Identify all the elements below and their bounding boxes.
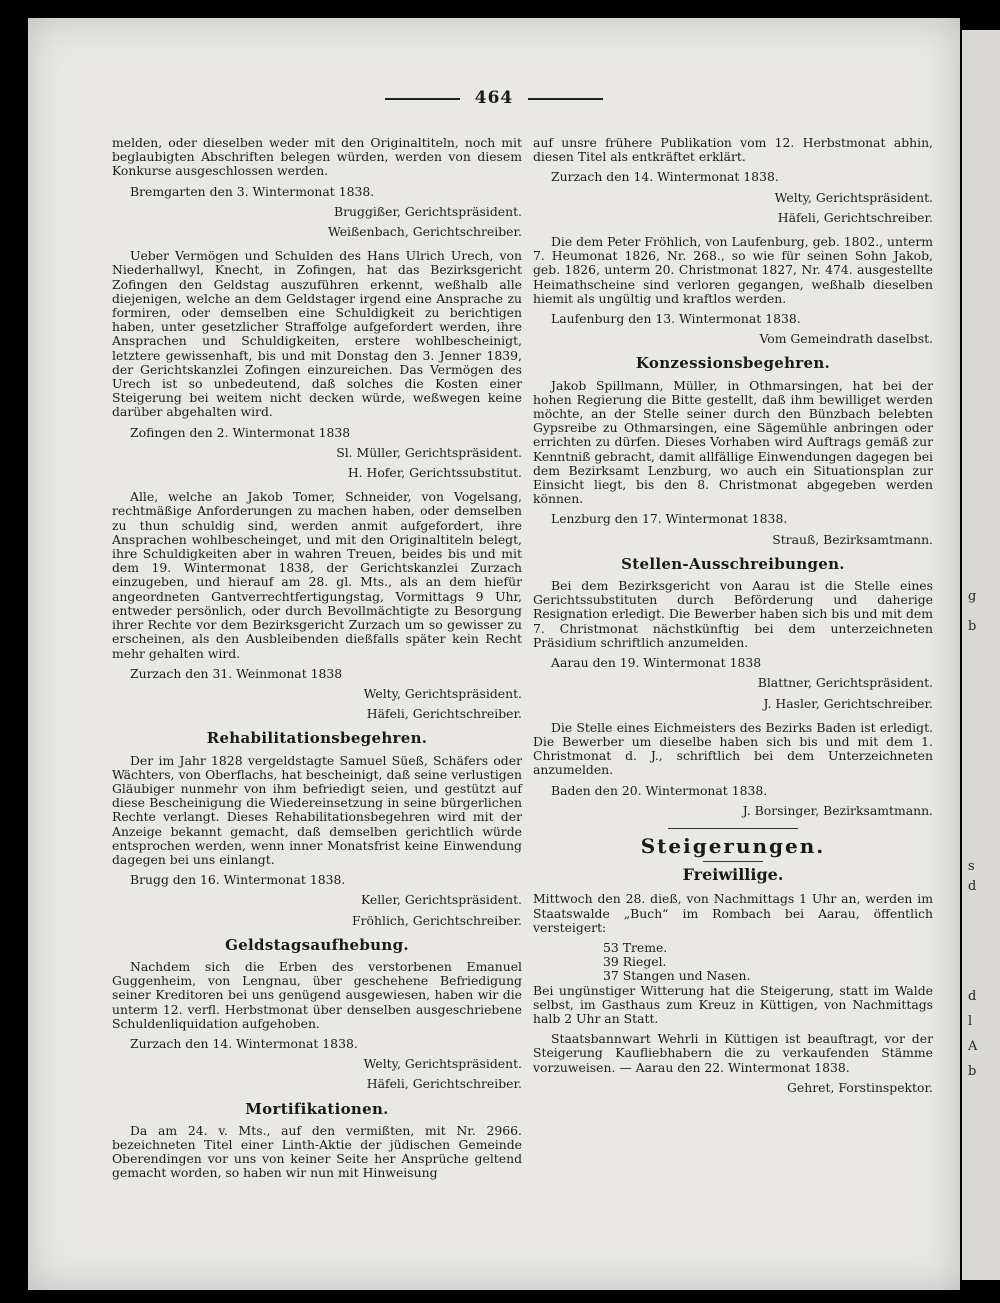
header-rule-right	[528, 98, 603, 100]
notice-place: Bremgarten den 3. Wintermonat 1838.	[130, 183, 375, 199]
notice-place: Zofingen den 2. Wintermonat 1838	[130, 424, 351, 440]
notice-signature: H. Hofer, Gerichtssubstitut.	[347, 465, 522, 481]
notice-signature: Keller, Gerichtspräsident.	[360, 892, 522, 908]
page-header	[28, 88, 960, 108]
notice-bremgarten	[112, 136, 522, 239]
section-divider	[703, 861, 763, 862]
notice-signature: J. Borsinger, Bezirksamtmann.	[742, 802, 933, 818]
notice-guggenheim	[112, 960, 522, 1092]
notice-signature: Blattner, Gerichtspräsident.	[757, 675, 933, 691]
notice-eichmeister	[533, 721, 933, 818]
adjacent-page-fragment: b	[968, 619, 977, 634]
notice-place: Zurzach den 31. Weinmonat 1838	[130, 665, 343, 681]
notice-linth-aktie	[112, 1124, 522, 1181]
notice-place: Baden den 20. Wintermonat 1838.	[551, 782, 768, 798]
notice-text: Staatsbannwart Wehrli in Küttigen ist beauftragt, vor der Steigerung Kaufliebhabern die zu verkaufenden Stämme vorzuweisen. — Aarau den 22. Wintermonat 1838.	[533, 1031, 933, 1075]
notice-aarau-substitut	[533, 579, 933, 711]
list-item: 53 Treme.	[603, 939, 668, 955]
notice-signature: Sl. Müller, Gerichtspräsident.	[336, 444, 522, 460]
adjacent-page-edge	[962, 30, 1000, 1280]
notice-suess	[112, 754, 522, 928]
list-item: 37 Stangen und Nasen.	[603, 968, 751, 984]
section-heading-rehabilitation: Rehabilitationsbegehren.	[206, 729, 428, 748]
notice-signature: Welty, Gerichtspräsident.	[363, 685, 522, 701]
notice-text: Bei ungünstiger Witterung hat die Steigerung, statt im Walde selbst, im Gasthaus zum Kreuz in Küttigen, von Nachmittags halb 2 Uhr an Statt.	[533, 982, 933, 1026]
notice-steigerung-buch	[533, 892, 933, 1095]
notice-linth-aktie-continued	[533, 136, 933, 225]
notice-place: Zurzach den 14. Wintermonat 1838.	[551, 169, 779, 185]
section-heading-steigerungen: Steigerungen.	[640, 833, 826, 858]
adjacent-page-fragment: A	[968, 1039, 978, 1054]
notice-spillmann	[533, 379, 933, 547]
left-column	[112, 136, 522, 1191]
notice-text: Jakob Spillmann, Müller, in Othmarsingen, hat bei der hohen Regierung die Bitte gestellt, daß ihm bewilliget werden möchte, an der Stelle seiner durch den Bünzbach belebten Gypsreibe zu Othmarsingen, eine Sägemühle anbringen oder errichten zu dürfen. Dieses Vorhaben wird Auftrags gemäß zur Kenntniß gebracht, damit allfällige Einwendungen dagegen bei dem Bezirksamt Lenzburg, wo auch ein Situationsplan zur Einsicht liegt, bis den 8. Christmonat abgegeben werden können.	[533, 377, 933, 507]
notice-text: melden, oder dieselben weder mit den Originaltiteln, noch mit beglaubigten Abschriften belegen würden, werden von diesem Konkurse ausgeschlossen werden.	[112, 135, 522, 179]
notice-text: Nachdem sich die Erben des verstorbenen Emanuel Guggenheim, von Lengnau, über geschehene Befriedigung seiner Kreditoren bei uns genügend ausgewiesen, haben wir die unterm 12. verfl. Herbstmonat über denselben ausgeschriebene Schuldenliquidation aufgehoben.	[112, 958, 522, 1031]
page-number: 464	[474, 88, 514, 108]
notice-place: Lenzburg den 17. Wintermonat 1838.	[551, 511, 788, 527]
adjacent-page-fragment: b	[968, 1064, 977, 1079]
notice-signature: Fröhlich, Gerichtschreiber.	[352, 912, 522, 928]
list-item: 39 Riegel.	[603, 954, 667, 970]
section-heading-stellen: Stellen-Ausschreibungen.	[621, 554, 845, 573]
notice-text: Die dem Peter Fröhlich, von Laufenburg, geb. 1802., unterm 7. Heumonat 1826, Nr. 268., so wie für seinen Sohn Jakob, geb. 1826, unterm 20. Christmonat 1827, Nr. 474. ausgestellte Heimathscheine sind verloren gegangen, weßhalb dieselben hiemit als ungültig und kraftlos werden.	[533, 234, 933, 306]
notice-text: Die Stelle eines Eichmeisters des Bezirks Baden ist erledigt. Die Bewerber um dieselbe haben sich bis und mit dem 1. Christmonat d. J., schriftlich bei dem Unterzeichneten anzumelden.	[533, 719, 933, 778]
notice-urech	[112, 249, 522, 480]
notice-signature: Weißenbach, Gerichtschreiber.	[327, 224, 522, 240]
subheading-freiwillige: Freiwillige.	[682, 865, 784, 885]
right-column	[533, 136, 933, 1105]
adjacent-page-fragment: l	[968, 1014, 973, 1029]
notice-text: Alle, welche an Jakob Tomer, Schneider, von Vogelsang, rechtmäßige Anforderungen zu machen haben, oder demselben zu thun schuldig sind, werden anmit aufgefordert, ihre Ansprachen wohlbescheinget, und mit den Originaltiteln belegt, ihre Schuldigkeiten aber in wahren Treuen, beides bis und mit dem 19. Wintermonat 1838, der Gerichtskanzlei Zurzach einzugeben, und hierauf am 28. gl. Mts., als an dem hiefür angeordneten Gantverrechtfertigungstag, Vormittags 9 Uhr, entweder persönlich, oder durch Bevollmächtigte zu Besorgung ihrer Rechte vor dem Bezirksgericht Zurzach um so gewisser zu erscheinen, als den Ausbleibenden dießfalls später kein Recht mehr gehalten wird.	[112, 489, 522, 661]
header-rule-left	[385, 98, 460, 100]
notice-signature: Häfeli, Gerichtschreiber.	[777, 209, 933, 225]
notice-text: Ueber Vermögen und Schulden des Hans Ulrich Urech, von Niederhallwyl, Knecht, in Zofingen, hat das Bezirksgericht Zofingen den Geldstag auszuführen erkennt, weßhalb alle diejenigen, welche an dem Geldstager irgend eine Ansprache zu formiren, oder demselben eine Schuldigkeit zu berichtigen haben, unter gesetzlicher Straffolge aufgefordert werden, ihre Ansprachen und Schuldigkeiten, erstere wohlbescheinigt, letztere gewissenhaft, bis und mit Donstag den 3. Jenner 1839, der Gerichtskanzlei Zofingen einzureichen. Das Vermögen des Urech ist so unbedeutend, daß solches die Kosten einer Steigerung bei weitem nicht decken würde, weßwegen keine darüber abgehalten wird.	[112, 248, 522, 420]
notice-signature: J. Hasler, Gerichtschreiber.	[763, 695, 933, 711]
notice-signature: Gehret, Forstinspektor.	[787, 1079, 933, 1095]
adjacent-page-fragment: d	[968, 879, 977, 894]
notice-signature: Häfeli, Gerichtschreiber.	[366, 1076, 522, 1092]
section-heading-mortifikationen: Mortifikationen.	[245, 1099, 389, 1118]
newspaper-page	[28, 18, 960, 1290]
notice-place: Laufenburg den 13. Wintermonat 1838.	[551, 311, 801, 327]
notice-text: auf unsre frühere Publikation vom 12. Herbstmonat abhin, diesen Titel als entkräftet erklärt.	[533, 135, 933, 165]
notice-signature: Bruggißer, Gerichtspräsident.	[334, 203, 522, 219]
section-divider	[668, 828, 798, 829]
auction-items-list	[603, 941, 933, 984]
notice-signature: Welty, Gerichtspräsident.	[363, 1056, 522, 1072]
notice-tomer	[112, 490, 522, 721]
notice-text: Mittwoch den 28. dieß, von Nachmittags 1 Uhr an, werden im Staatswalde „Buch“ im Rombach bei Aarau, öffentlich versteigert:	[533, 891, 933, 935]
notice-place: Aarau den 19. Wintermonat 1838	[551, 655, 762, 671]
adjacent-page-fragment: s	[968, 859, 975, 874]
notice-signature: Welty, Gerichtspräsident.	[774, 189, 933, 205]
notice-signature: Häfeli, Gerichtschreiber.	[366, 706, 522, 722]
notice-signature: Strauß, Bezirksamtmann.	[772, 531, 933, 547]
section-heading-konzession: Konzessionsbegehren.	[635, 354, 831, 373]
notice-place: Brugg den 16. Wintermonat 1838.	[130, 872, 346, 888]
section-heading-geldstag: Geldstagsaufhebung.	[225, 935, 409, 954]
notice-place: Zurzach den 14. Wintermonat 1838.	[130, 1035, 358, 1051]
notice-text: Bei dem Bezirksgericht von Aarau ist die Stelle eines Gerichtssubstituten durch Beförderung und daherige Resignation erledigt. Die Bewerber haben sich bis und mit dem 7. Christmonat nächstkünftig bei dem unterzeichneten Präsidium schriftlich anzumelden.	[533, 578, 933, 650]
notice-signature: Vom Gemeindrath daselbst.	[759, 331, 933, 347]
notice-froehlich	[533, 235, 933, 346]
notice-text: Da am 24. v. Mts., auf den vermißten, mit Nr. 2966. bezeichneten Titel einer Linth-Aktie der jüdischen Gemeinde Oberendingen vor uns von keiner Seite her Ansprüche geltend gemacht worden, so haben wir nun mit Hinweisung	[112, 1122, 522, 1181]
adjacent-page-fragment: d	[968, 989, 977, 1004]
adjacent-page-fragment: g	[968, 589, 977, 604]
notice-text: Der im Jahr 1828 vergeldstagte Samuel Süeß, Schäfers oder Wächters, von Oberflachs, hat bescheinigt, daß seine verlustigen Gläubiger nunmehr von ihm befriedigt seien, und gestützt auf diese Bescheinigung die Wiedereinsetzung in seine bürgerlichen Rechte verlangt. Dieses Rehabilitationsbegehren wird mit der Anzeige bekannt gemacht, daß demselben gerichtlich würde entsprochen werden, wenn inner Monatsfrist keine Einwendung dagegen bei uns einlangt.	[112, 752, 522, 867]
